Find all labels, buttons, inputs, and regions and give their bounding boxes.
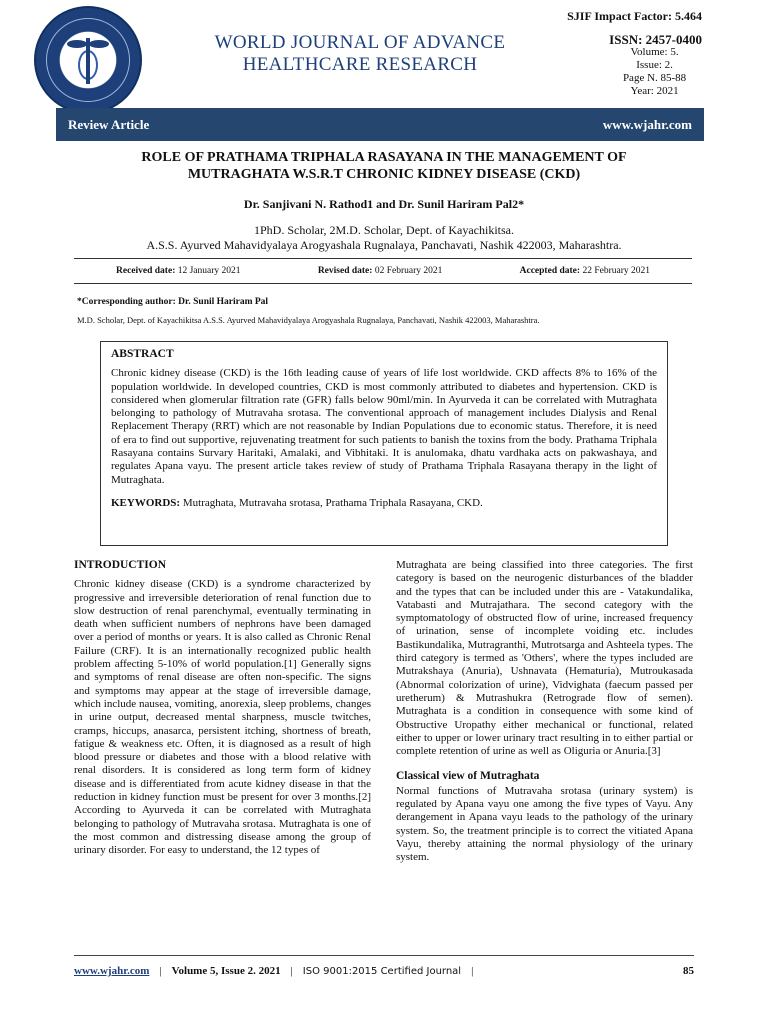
article-title [60,149,708,183]
received-label: Received date: [116,266,176,276]
corresponding-author: *Corresponding author: Dr. Sunil Hariram Pal [77,297,269,307]
footer-iso: ISO 9001:2015 Certified Journal [302,965,462,977]
body-column-right [396,559,693,865]
revised-label: Revised date: [317,266,373,276]
authors: Dr. Sanjivani N. Rathod1 and Dr. Sunil Hariram Pal2* [243,197,525,211]
year: Year: 2021 [630,85,679,97]
issn: ISSN: 2457-0400 [609,32,702,47]
volume: Volume: 5. [630,46,679,58]
abstract-heading: ABSTRACT [111,348,174,360]
journal-title-line2: HEALTHCARE RESEARCH [242,54,478,75]
accepted-date [520,266,650,276]
article-type: Review Article [68,116,150,132]
footer-url-link[interactable]: www.wjahr.com [74,965,150,977]
keywords-label: KEYWORDS: [111,496,181,509]
affiliation-line1: 1PhD. Scholar, 2M.D. Scholar, Dept. of Kayachikitsa. [254,223,514,237]
classical-view-text: Normal functions of Mutravaha srotasa (urinary system) is regulated by Apana vayu one among the five types of Vayu. Any derangement in Apana vayu leads to the pathology of the urinary system. So, the treatment principle is to correct the vitiated Apana Vayu, thereby attaining the normal physiology of the urinary system. [396,784,693,864]
revised-value: 02 February 2021 [374,266,443,276]
page-footer [74,965,694,977]
journal-url-link[interactable]: www.wjahr.com [602,116,692,132]
issue: Issue: 2. [636,59,673,71]
caduceus-staff-icon [86,38,90,84]
body-column-left [74,559,371,858]
footer-separator: | [471,965,474,977]
article-title-line2: MUTRAGHATA W.S.R.T CHRONIC KIDNEY DISEASE (CKD) [187,167,581,182]
classical-view-heading: Classical view of Mutraghata [396,770,540,783]
caduceus-wing-right-icon [89,40,109,48]
journal-meta [567,10,702,98]
corresponding-address: M.D. Scholar, Dept. of Kayachikitsa A.S.S. Ayurved Mahavidyalaya Arogyashala Rugnalaya, Panchavati, Nashik 422003, Maharashtra. [77,315,540,325]
abstract-text: Chronic kidney disease (CKD) is the 16th leading cause of years of life lost worldwide. CKD affects 8% to 16% of the population worldwide. In developed countries, CKD is most commonly attributed to diabetes and hypertension. CKD is considered when glomerular filtration rate (GFR) falls below 90ml/min. In Ayurveda it can be correlated with Mutraghata belonging to pathology of Mutravaha srotasa. The conventional approach of management includes Dialysis and Renal Replacement Therapy (RRT) which are not reasonable by Indian Populations due to economic status. Therefore, it is need of era to find out supportive, rejuvenating treatment for such patients to banish the toxins from the body. Prathama Triphala Rasayana contains Survary Haritaki, Amalaki, and Vibhitaki. It is anulomaka, dhatu vardhaka acts on pakwashaya, and regulates Apana vayu. The present article takes review of study of Prathama Triphala Rasayana therapy in the light of Mutraghata. [111,367,657,486]
pages: Page N. 85-88 [622,72,687,84]
affiliations [60,223,708,253]
revised-date [318,266,443,276]
affiliation-line2: A.S.S. Ayurved Mahavidyalaya Arogyashala Rugnalaya, Panchavati, Nashik 422003, Maharashtra. [146,238,622,252]
journal-logo [34,6,142,114]
footer-separator: | [159,965,162,977]
footer-separator: | [290,965,293,977]
article-title-line1: ROLE OF PRATHAMA TRIPHALA RASAYANA IN THE MANAGEMENT OF [141,150,627,165]
accepted-value: 22 February 2021 [582,266,650,276]
abstract-box [100,341,668,546]
introduction-heading: INTRODUCTION [74,559,167,571]
page-number: 85 [683,965,694,977]
footer-volume: Volume 5, Issue 2. 2021 [171,965,281,977]
caduceus-wing-left-icon [67,40,87,48]
dates-bar [74,258,692,284]
keywords-value: Mutraghata, Mutravaha srotasa, Prathama Triphala Rasayana, CKD. [182,496,483,509]
sjif-impact-factor: SJIF Impact Factor: 5.464 [567,9,702,23]
article-type-band [56,108,704,141]
issue-info [567,46,702,98]
footer-divider [74,955,694,956]
received-value: 12 January 2021 [177,266,241,276]
journal-title-line1: WORLD JOURNAL OF ADVANCE [214,32,506,53]
introduction-text: Chronic kidney disease (CKD) is a syndrome characterized by progressive and irreversible deterioration of renal function due to slow destruction of renal parenchymal, eventually terminating in death when sufficient numbers of nephrons have been damaged over a period of months or years. It is also called as Chronic Renal Failure (CRF). It is an internationally recognized public health problem affecting 5-10% of world population.[1] Generally signs and symptoms of renal disease are often non-specific. The signs and symptoms may appear at the stage of irreversible damage, which include nausea, vomiting, anorexia, sleep problems, changes in urine output, decreased mental sharpness, muscle twitches, cramps, hiccups, anasarca, persistent itching, shortness of breath, fatigue & weakness etc. Often, it is diagnosed as a result of high blood pressure or diabetes and those with a blood relative with renal disorders. It is considered as long term form of kidney disease and is differentiated from acute kidney disease in that the reduction in kidney function must be present for over 3 months.[2] According to Ayurveda it can be correlated with Mutraghata belonging to pathology of Mutravaha srotasa. Mutraghata is one of the most common and distressing disease among the group of urinary disorder. For easy to understand, the 12 types of [74,578,371,857]
mutraghata-categories-text: Mutraghata are being classified into three categories. The first category is based on the neurogenic disturbances of the bladder and the types that can be included under this are - Vatakundalika, Vatabasti and Mutrajathara. The second category with the symptomatology of obstructed flow of urine, increased frequency of urination, sense of incomplete voiding etc. includes Bastikundalika, Mutragranthi, Mutrotsarga and Ashteela types. The third category is termed as 'Others', where the types included are Mutrakshaya (Anuria), Ushnavata (Hematuria), Mutroukasada (Abnormal colorization of urine), Vidvighata (faecum passed per uretherum) & Mutrashukra (Retrograde flow of semen). Mutraghata is a condition in consequence with some kind of Obstructive Uropathy either mechanical or functional, related either to upper or lower urinary tract resulting in to either partial or complete retention of urine as well as Oliguria or Anuria.[3] [396,559,693,758]
accepted-label: Accepted date: [519,266,581,276]
journal-title [150,32,570,76]
received-date [116,266,241,276]
keywords [111,497,657,510]
